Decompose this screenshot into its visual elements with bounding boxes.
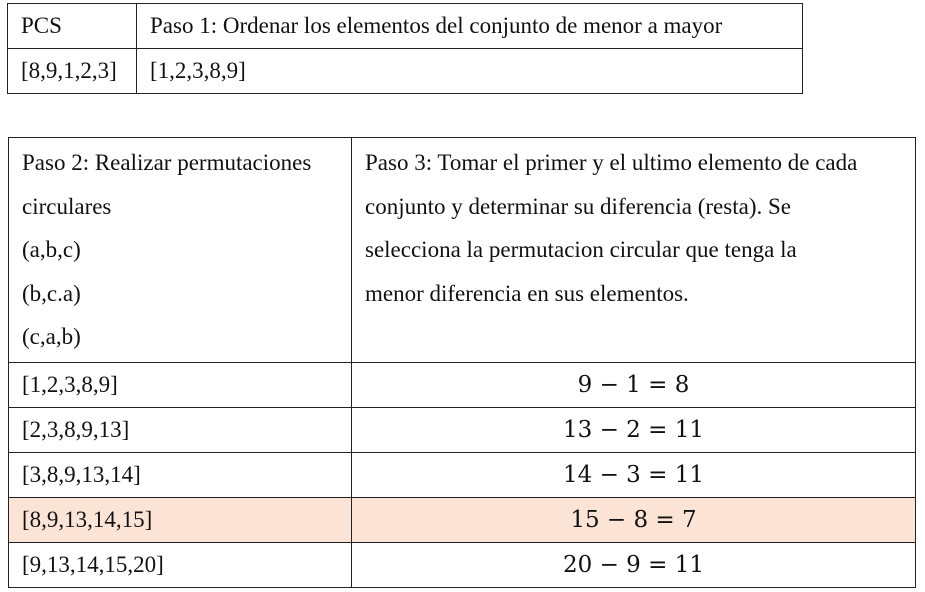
difference-cell: 20 − 9 = 11 <box>352 542 916 587</box>
step3-line: menor diferencia en sus elementos. <box>365 280 689 306</box>
step2-line: (b,c.a) <box>22 280 81 306</box>
pcs-value-cell: [8,9,1,2,3] <box>8 49 137 94</box>
step2-line: (a,b,c) <box>22 237 81 263</box>
step3-line: Paso 3: Tomar el primer y el ultimo elemento de cada <box>365 150 858 175</box>
permutation-row <box>9 452 916 497</box>
pcs-header-cell: PCS <box>8 4 137 49</box>
sorted-value-cell: [1,2,3,8,9] <box>137 49 803 94</box>
pcs-table <box>7 3 803 94</box>
difference-cell: 13 − 2 = 11 <box>352 407 916 452</box>
difference-cell: 14 − 3 = 11 <box>352 452 916 497</box>
step2-line: Paso 2: Realizar permutaciones <box>22 150 312 175</box>
steps-header-row <box>9 138 916 363</box>
permutation-table <box>8 137 916 588</box>
permutation-set-cell: [1,2,3,8,9] <box>9 362 352 407</box>
permutation-row <box>9 407 916 452</box>
step2-header-cell <box>9 138 352 363</box>
difference-cell: 9 − 1 = 8 <box>352 362 916 407</box>
permutation-set-cell: [3,8,9,13,14] <box>9 452 352 497</box>
step1-header-cell: Paso 1: Ordenar los elementos del conjunto de menor a mayor <box>137 4 803 49</box>
step2-line: (c,a,b) <box>22 324 81 350</box>
permutation-row-selected <box>9 497 916 542</box>
step3-line: conjunto y determinar su diferencia (resta). Se <box>365 193 791 219</box>
permutation-set-cell: [9,13,14,15,20] <box>9 542 352 587</box>
permutation-row <box>9 362 916 407</box>
permutation-set-cell: [8,9,13,14,15] <box>9 497 352 542</box>
pcs-data-row <box>8 49 803 94</box>
step3-line: selecciona la permutacion circular que tenga la <box>365 237 797 263</box>
permutation-row <box>9 542 916 587</box>
step3-header-cell <box>352 138 916 363</box>
pcs-header-row <box>8 4 803 49</box>
difference-cell: 15 − 8 = 7 <box>352 497 916 542</box>
step2-line: circulares <box>22 193 112 219</box>
permutation-set-cell: [2,3,8,9,13] <box>9 407 352 452</box>
